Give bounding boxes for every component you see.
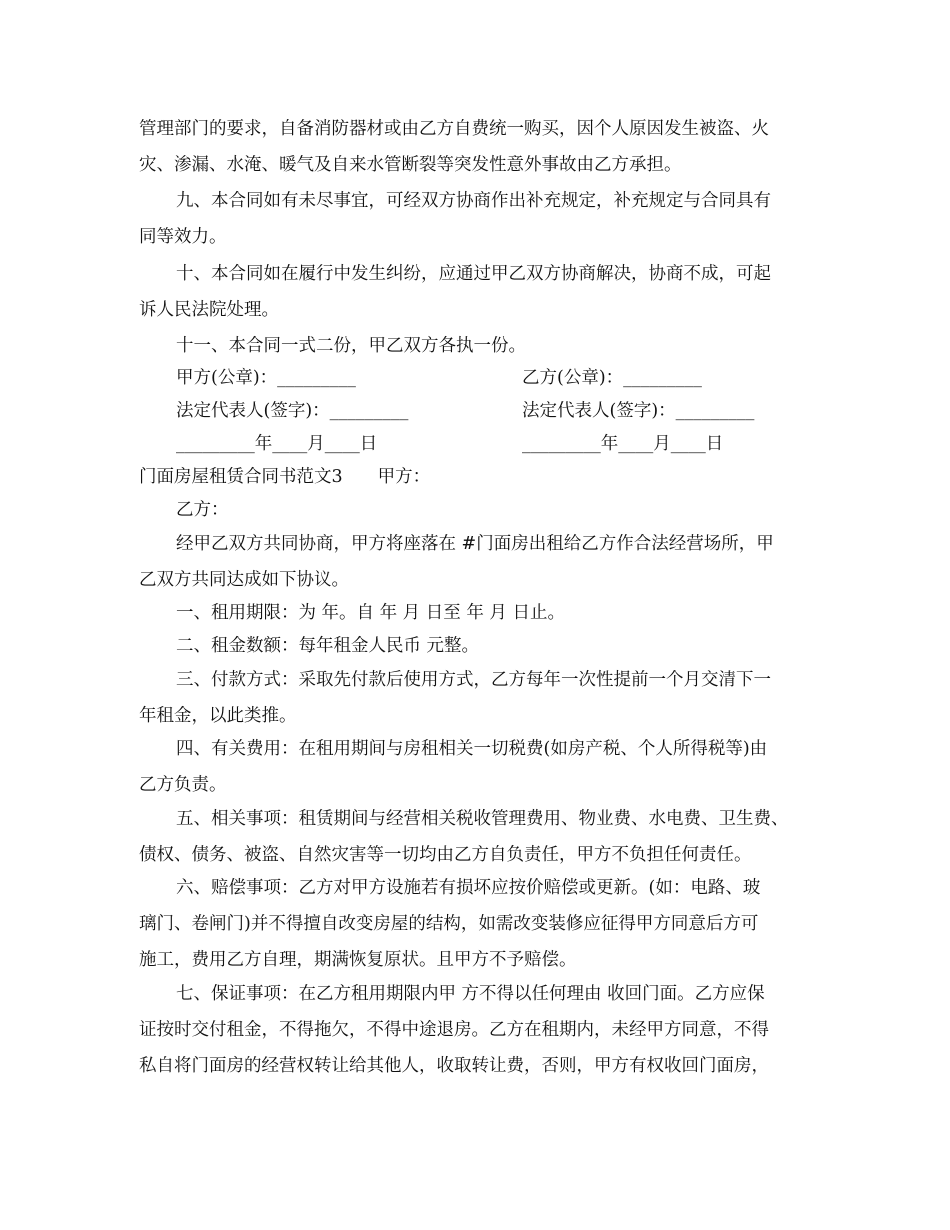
paragraph-line: 同等效力。 bbox=[139, 227, 227, 247]
paragraph-line: 私自将门面房的经营权转让给其他人，收取转让费，否则，甲方有权收回门面房， bbox=[139, 1056, 769, 1076]
paragraph-line: 璃门、卷闸门)并不得擅自改变房屋的结构，如需改变装修应征得甲方同意后方可 bbox=[139, 914, 759, 934]
section-title: 门面房屋租赁合同书范文3 甲方： bbox=[139, 467, 431, 487]
party-a-representative: 法定代表人(签字)：_________ bbox=[176, 401, 409, 421]
paragraph-line: 乙方负责。 bbox=[139, 775, 227, 795]
paragraph-line: 十、本合同如在履行中发生纠纷，应通过甲乙双方协商解决，协商不成，可起 bbox=[176, 264, 771, 284]
paragraph-line: 二、租金数额：每年租金人民币 元整。 bbox=[176, 636, 480, 656]
paragraph-line: 三、付款方式：采取先付款后使用方式，乙方每年一次性提前一个月交清下一 bbox=[176, 670, 771, 690]
party-a-seal: 甲方(公章)：_________ bbox=[176, 368, 356, 388]
paragraph-line: 六、赔偿事项：乙方对甲方设施若有损坏应按价赔偿或更新。(如：电路、玻 bbox=[176, 878, 761, 898]
paragraph-line: 灾、渗漏、水淹、暖气及自来水管断裂等突发性意外事故由乙方承担。 bbox=[139, 155, 682, 175]
party-b-line: 乙方： bbox=[176, 500, 229, 520]
paragraph-line: 七、保证事项：在乙方租用期限内甲 方不得以任何理由 收回门面。乙方应保 bbox=[176, 984, 765, 1004]
party-b-date: _________年____月____日 bbox=[522, 434, 724, 454]
paragraph-line: 经甲乙双方共同协商，甲方将座落在 #门面房出租给乙方作合法经营场所，甲 bbox=[176, 534, 774, 554]
paragraph-line: 证按时交付租金，不得拖欠，不得中途退房。乙方在租期内，未经甲方同意，不得 bbox=[139, 1020, 769, 1040]
party-b-seal: 乙方(公章)：_________ bbox=[522, 368, 702, 388]
paragraph-line: 债权、债务、被盗、自然灾害等一切均由乙方自负责任，甲方不负担任何责任。 bbox=[139, 845, 752, 865]
paragraph-line: 施工，费用乙方自理，期满恢复原状。且甲方不予赔偿。 bbox=[139, 950, 577, 970]
paragraph-line: 四、有关费用：在租用期间与房租相关一切税费(如房产税、个人所得税等)由 bbox=[176, 739, 768, 759]
paragraph-line: 诉人民法院处理。 bbox=[139, 300, 279, 320]
paragraph-line: 九、本合同如有未尽事宜，可经双方协商作出补充规定，补充规定与合同具有 bbox=[176, 191, 771, 211]
paragraph-line: 管理部门的要求，自备消防器材或由乙方自费统一购买，因个人原因发生被盗、火 bbox=[139, 119, 769, 139]
paragraph-line: 一、租用期限：为 年。自 年 月 日至 年 月 日止。 bbox=[176, 603, 565, 623]
paragraph-line: 十一、本合同一式二份，甲乙双方各执一份。 bbox=[176, 336, 526, 356]
party-a-date: _________年____月____日 bbox=[176, 434, 378, 454]
paragraph-line: 五、相关事项：租赁期间与经营相关税收管理费用、物业费、水电费、卫生费、 bbox=[176, 809, 789, 829]
paragraph-line: 乙双方共同达成如下协议。 bbox=[139, 570, 349, 590]
party-b-representative: 法定代表人(签字)：_________ bbox=[522, 401, 755, 421]
paragraph-line: 年租金，以此类推。 bbox=[139, 706, 297, 726]
